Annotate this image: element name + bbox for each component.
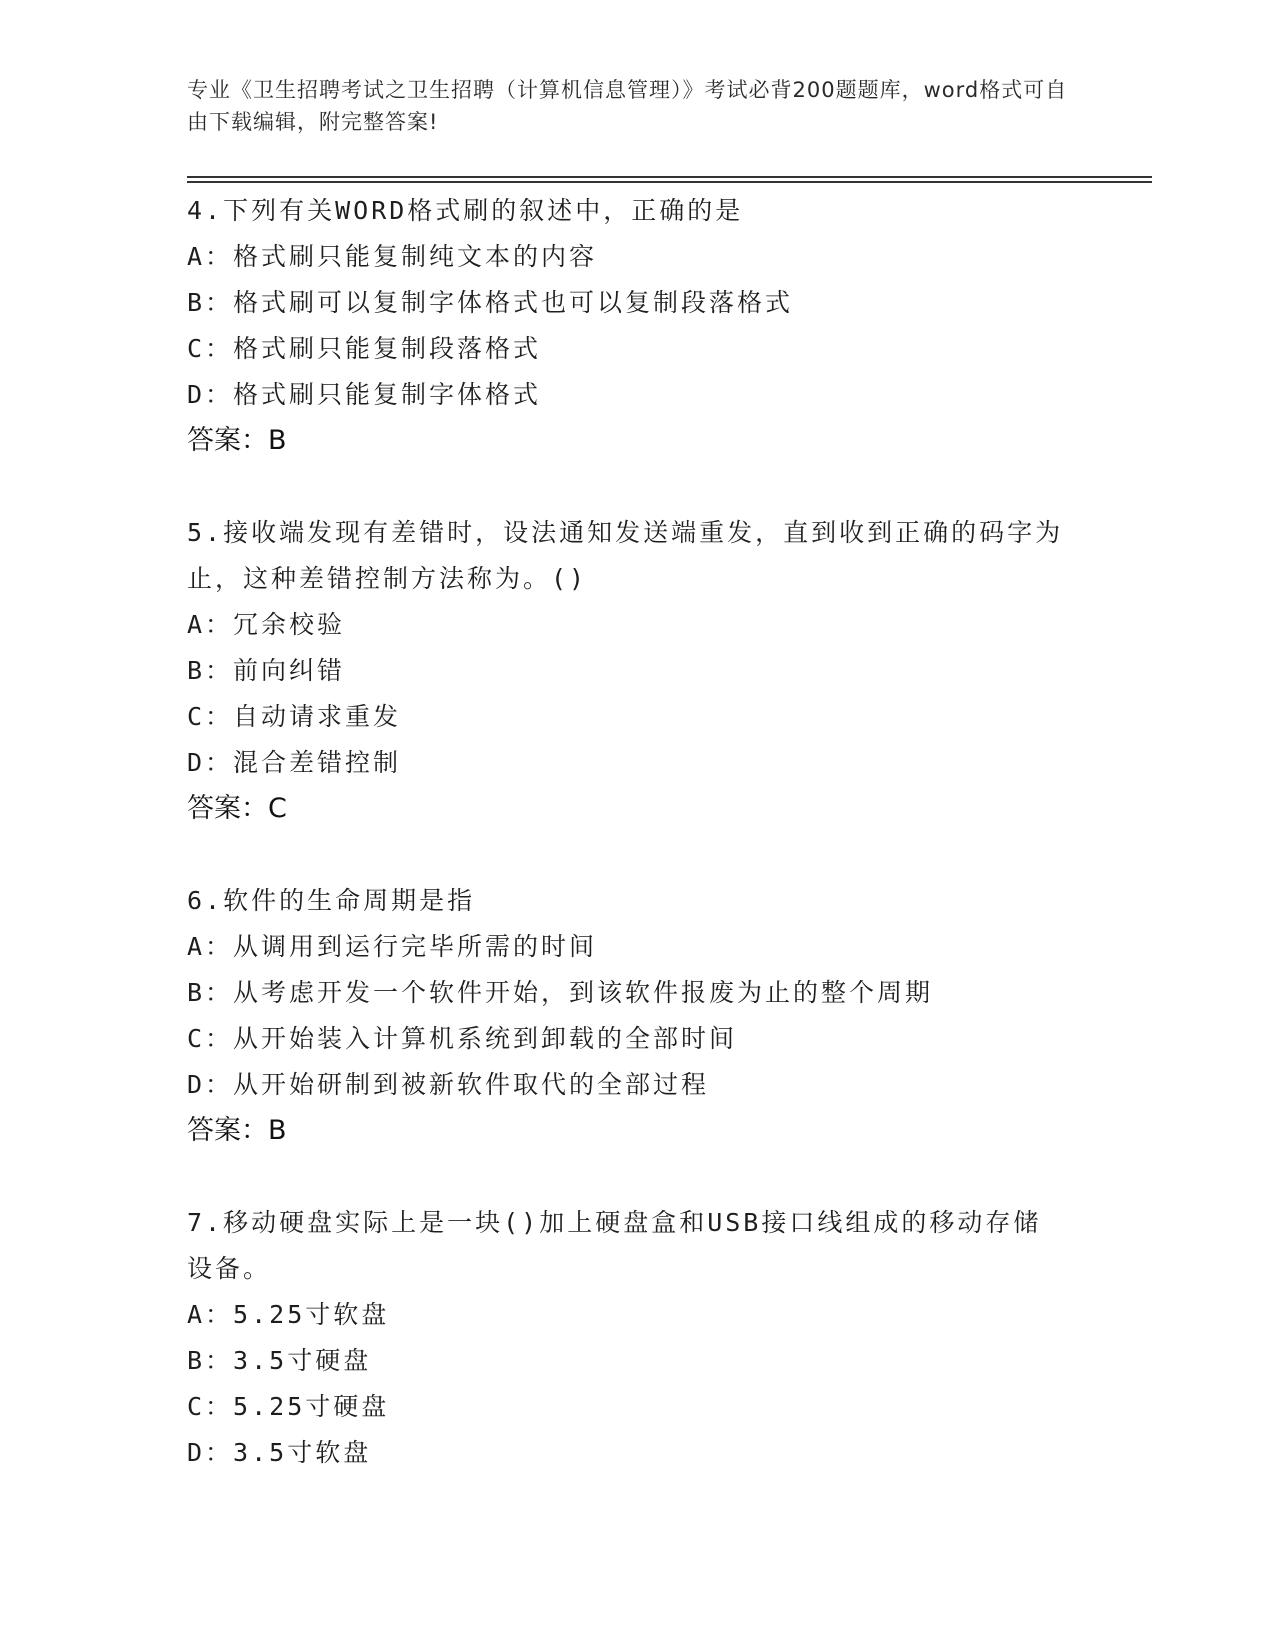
- option-a: A：5.25寸软盘: [187, 1300, 390, 1329]
- option-a: A：冗余校验: [187, 610, 346, 639]
- option-b: B：从考虑开发一个软件开始，到该软件报废为止的整个周期: [187, 978, 934, 1007]
- option-c: C：格式刷只能复制段落格式: [187, 334, 542, 363]
- option-c: C：从开始装入计算机系统到卸载的全部时间: [187, 1024, 738, 1053]
- option-b: B：前向纠错: [187, 656, 346, 685]
- option-d: D：格式刷只能复制字体格式: [187, 380, 542, 409]
- document-header-title: 专业《卫生招聘考试之卫生招聘（计算机信息管理）》考试必背200题题库，word格式可自由下载编辑，附完整答案!: [187, 78, 1068, 134]
- answer-text: 答案：B: [187, 425, 287, 456]
- question-stem: 7.移动硬盘实际上是一块()加上硬盘盒和USB接口线组成的移动存储设备。: [187, 1208, 1042, 1283]
- answer-text: 答案：B: [187, 1115, 287, 1146]
- option-d: D：3.5寸软盘: [187, 1438, 372, 1467]
- question-list: [187, 188, 1087, 1476]
- option-c: C：5.25寸硬盘: [187, 1392, 390, 1421]
- option-d: D：从开始研制到被新软件取代的全部过程: [187, 1070, 710, 1099]
- option-d: D：混合差错控制: [187, 748, 402, 777]
- question-stem: 6.软件的生命周期是指: [187, 886, 476, 915]
- option-b: B：3.5寸硬盘: [187, 1346, 372, 1375]
- question-stem: 5.接收端发现有差错时，设法通知发送端重发，直到收到正确的码字为止，这种差错控制方法称为。(): [187, 518, 1064, 593]
- question-block: [187, 1200, 1087, 1476]
- option-a: A：从调用到运行完毕所需的时间: [187, 932, 598, 961]
- question-block: [187, 878, 1087, 1154]
- option-a: A：格式刷只能复制纯文本的内容: [187, 242, 598, 271]
- question-block: [187, 188, 1087, 464]
- question-stem: 4.下列有关WORD格式刷的叙述中，正确的是: [187, 196, 744, 225]
- question-block: [187, 510, 1087, 832]
- header-divider-top: [187, 176, 1152, 178]
- answer-text: 答案：C: [187, 793, 287, 824]
- option-b: B：格式刷可以复制字体格式也可以复制段落格式: [187, 288, 794, 317]
- header-divider-bottom: [187, 181, 1152, 183]
- option-c: C：自动请求重发: [187, 702, 402, 731]
